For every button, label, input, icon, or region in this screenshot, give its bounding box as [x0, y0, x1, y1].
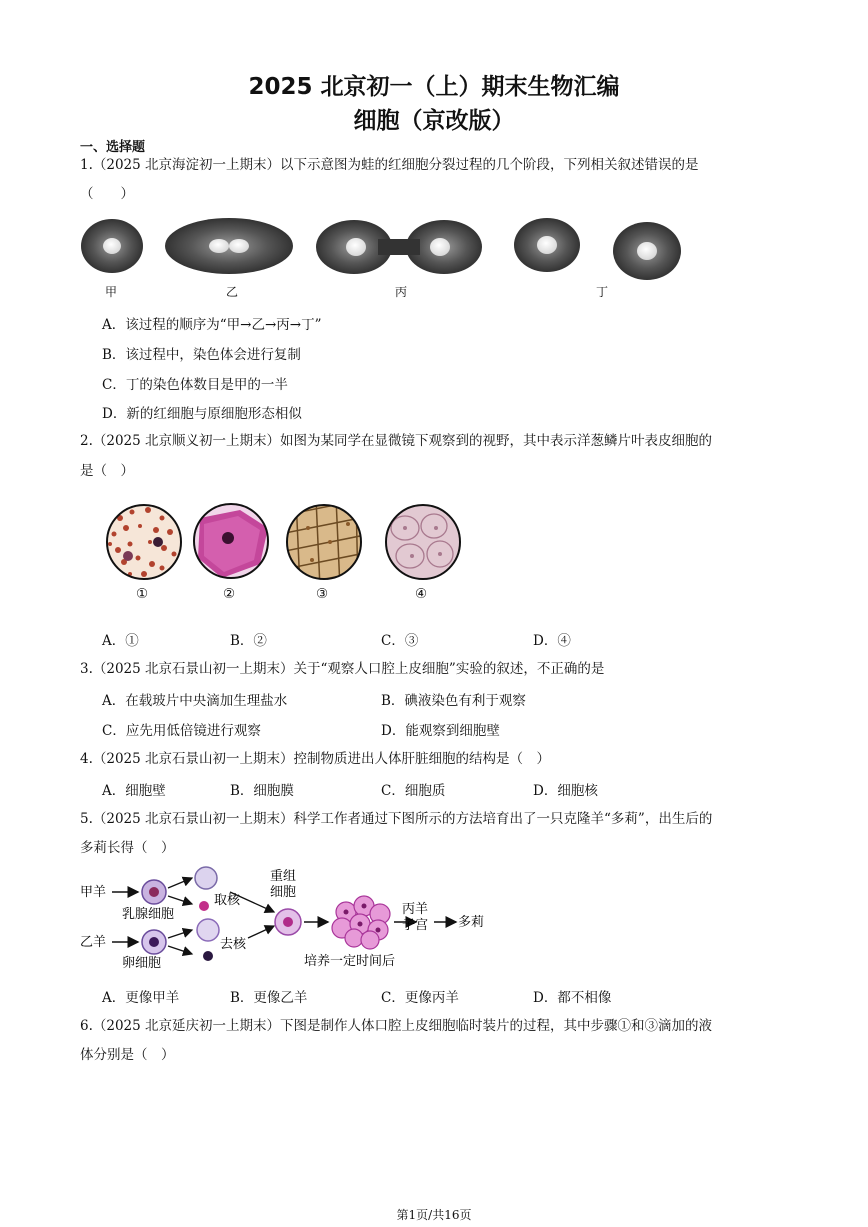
- label-culture: 培养一定时间后: [304, 954, 396, 969]
- q4-option-b: B．细胞膜: [230, 783, 294, 799]
- stage-label-yi: 乙: [226, 285, 239, 299]
- label-recombined-1: 重组: [270, 869, 297, 884]
- cell-stage-jia: [81, 219, 143, 273]
- q3-option-a: A．在载玻片中央滴加生理盐水: [102, 693, 288, 709]
- question-6-stem-cont: 体分别是（ ）: [80, 1047, 175, 1063]
- cloning-diagram: [78, 866, 498, 972]
- question-2-stem-cont: 是（ ）: [80, 463, 134, 479]
- label-remove-nucleus: 去核: [220, 937, 247, 952]
- label-dolly: 多莉: [458, 915, 485, 930]
- cell-stage-yi: [165, 218, 293, 274]
- label-egg-cell: 卵细胞: [122, 956, 162, 971]
- label-sheep-a: 甲羊: [80, 885, 107, 900]
- view-1-blood-smear: [107, 505, 181, 579]
- q2-option-b: B．②: [230, 633, 267, 649]
- stage-label-ding: 丁: [596, 285, 609, 299]
- q5-option-d: D．都不相像: [533, 990, 612, 1006]
- q4-option-a: A．细胞壁: [102, 783, 166, 799]
- page-footer: 第1页/共16页: [396, 1208, 472, 1222]
- q3-option-c: C．应先用低倍镜进行观察: [102, 723, 261, 739]
- circle-label-4: ④: [415, 586, 428, 602]
- question-5-stem-cont: 多莉长得（ ）: [80, 840, 175, 856]
- label-sheep-c-2: 子宫: [402, 918, 429, 933]
- microscope-views-figure: [100, 498, 470, 588]
- q3-option-b: B．碘液染色有利于观察: [381, 693, 526, 709]
- view-3-onion-epidermis: [280, 498, 370, 588]
- nucleus-taken: [199, 901, 209, 911]
- question-6-stem: 6.（2025 北京延庆初一上期末）下图是制作人体口腔上皮细胞临时装片的过程，其中步骤①和③滴加的液: [80, 1018, 713, 1034]
- q5-option-c: C．更像丙羊: [381, 990, 459, 1006]
- q5-option-a: A．更像甲羊: [102, 990, 180, 1006]
- question-5-stem: 5.（2025 北京石景山初一上期末）科学工作者通过下图所示的方法培育出了一只克隆羊“多莉”，出生后的: [80, 811, 713, 827]
- circle-label-3: ③: [316, 586, 329, 602]
- label-mammary-cell: 乳腺细胞: [122, 907, 175, 922]
- question-1-stem-cont: （ ）: [80, 186, 134, 202]
- question-4-stem: 4.（2025 北京石景山初一上期末）控制物质进出人体肝脏细胞的结构是（ ）: [80, 751, 551, 767]
- q2-option-d: D．④: [533, 633, 571, 649]
- q1-option-a: A．该过程的顺序为“甲→乙→丙→丁”: [102, 317, 322, 333]
- stage-label-jia: 甲: [105, 285, 118, 299]
- view-4-faint-cells: [386, 505, 460, 579]
- cell-stage-bing: [316, 220, 482, 274]
- question-3-stem: 3.（2025 北京石景山初一上期末）关于“观察人口腔上皮细胞”实验的叙述，不正确的是: [80, 661, 605, 677]
- question-1-stem: 1.（2025 北京海淀初一上期末）以下示意图为蛙的红细胞分裂过程的几个阶段，下列相关叙述错误的是: [80, 157, 699, 173]
- view-2-cheek-cell: [194, 504, 268, 578]
- section-heading: 一、选择题: [80, 140, 146, 155]
- q1-option-c: C．丁的染色体数目是甲的一半: [102, 377, 288, 393]
- q2-option-c: C．③: [381, 633, 419, 649]
- q1-option-b: B．该过程中，染色体会进行复制: [102, 347, 301, 363]
- circle-label-1: ①: [136, 586, 149, 602]
- q1-option-d: D．新的红细胞与原细胞形态相似: [102, 406, 302, 422]
- q3-option-d: D．能观察到细胞壁: [381, 723, 500, 739]
- page-subtitle: 细胞（京改版）: [353, 108, 515, 134]
- question-2-stem: 2.（2025 北京顺义初一上期末）如图为某同学在显微镜下观察到的视野，其中表示洋葱鳞片叶表皮细胞的: [80, 433, 713, 449]
- circle-label-2: ②: [223, 586, 236, 602]
- q2-option-a: A．①: [102, 633, 139, 649]
- cell-stage-ding: [514, 218, 681, 280]
- label-sheep-b: 乙羊: [80, 935, 107, 950]
- q4-option-d: D．细胞核: [533, 783, 598, 799]
- q5-option-b: B．更像乙羊: [230, 990, 308, 1006]
- q4-option-c: C．细胞质: [381, 783, 446, 799]
- label-sheep-c-1: 丙羊: [402, 902, 429, 917]
- stage-label-bing: 丙: [395, 285, 408, 299]
- page-title: 2025 北京初一（上）期末生物汇编: [248, 74, 620, 100]
- label-recombined-2: 细胞: [270, 885, 297, 900]
- label-take-nucleus: 取核: [214, 893, 241, 908]
